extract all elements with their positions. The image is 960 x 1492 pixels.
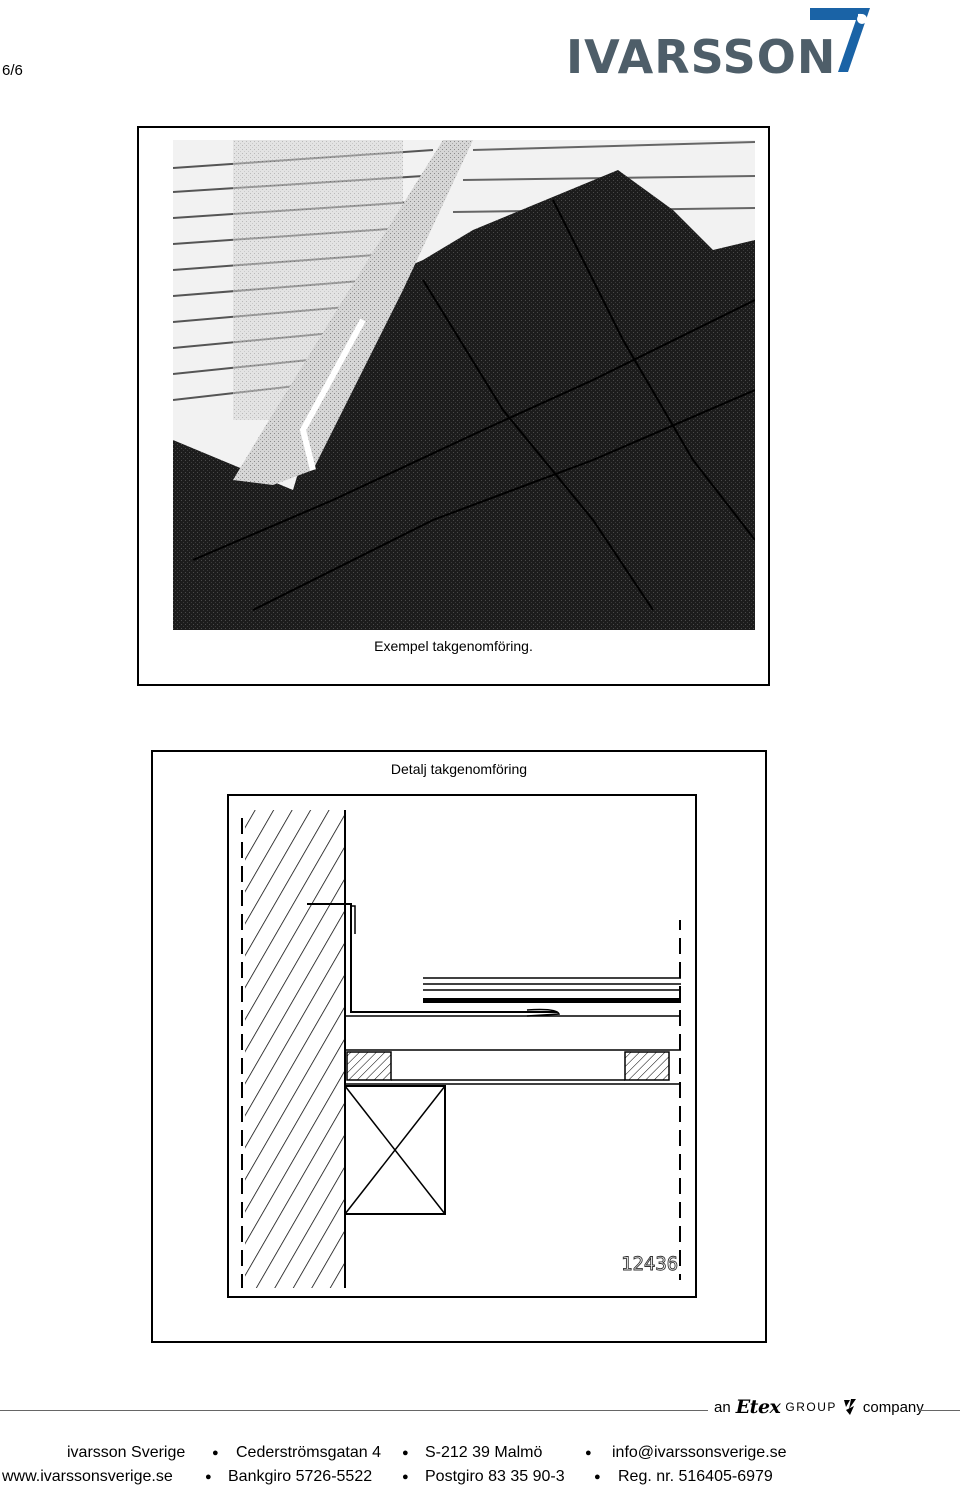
footer-bullet: ● bbox=[402, 1447, 409, 1459]
reg-number: Reg. nr. 516405-6979 bbox=[618, 1468, 773, 1485]
detail-title: Detalj takgenomföring bbox=[390, 761, 528, 777]
tagline-group: GROUP bbox=[785, 1400, 837, 1414]
logo-swoosh-icon bbox=[808, 4, 878, 80]
footer-bullet: ● bbox=[402, 1471, 409, 1483]
tagline-prefix: an bbox=[714, 1398, 731, 1416]
ivarsson-logo bbox=[560, 4, 880, 84]
drawing-number bbox=[619, 1250, 689, 1276]
page-number: 6/6 bbox=[2, 62, 23, 79]
photo-caption: Exempel takgenomföring. bbox=[374, 638, 533, 654]
detail-frame bbox=[151, 750, 767, 1343]
postal-city: S-212 39 Malmö bbox=[425, 1444, 543, 1461]
website-link[interactable]: www.ivarssonsverige.se bbox=[2, 1468, 173, 1485]
svg-text:12436: 12436 bbox=[621, 1253, 679, 1275]
company-name: ivarsson Sverige bbox=[67, 1444, 186, 1461]
footer-bullet: ● bbox=[594, 1471, 601, 1483]
footer-bullet: ● bbox=[585, 1447, 592, 1459]
logo-wordmark: IVARSSON bbox=[566, 30, 837, 84]
footer-divider-right bbox=[918, 1410, 960, 1411]
etex-leaf-icon bbox=[842, 1398, 858, 1416]
footer-bullet: ● bbox=[212, 1447, 219, 1459]
postgiro: Postgiro 83 35 90-3 bbox=[425, 1468, 565, 1485]
footer-divider-left bbox=[0, 1410, 708, 1411]
roof-photo bbox=[173, 140, 755, 630]
footer-bullet: ● bbox=[205, 1471, 212, 1483]
etex-logo: Etex bbox=[735, 1396, 781, 1418]
street-address: Cederströmsgatan 4 bbox=[236, 1444, 381, 1461]
bankgiro: Bankgiro 5726-5522 bbox=[228, 1468, 373, 1485]
detail-drawing bbox=[227, 794, 699, 1300]
tagline-suffix: company bbox=[862, 1398, 924, 1416]
etex-group-tagline bbox=[714, 1396, 924, 1418]
email-link[interactable]: info@ivarssonsverige.se bbox=[612, 1444, 787, 1461]
photo-frame bbox=[137, 126, 770, 686]
